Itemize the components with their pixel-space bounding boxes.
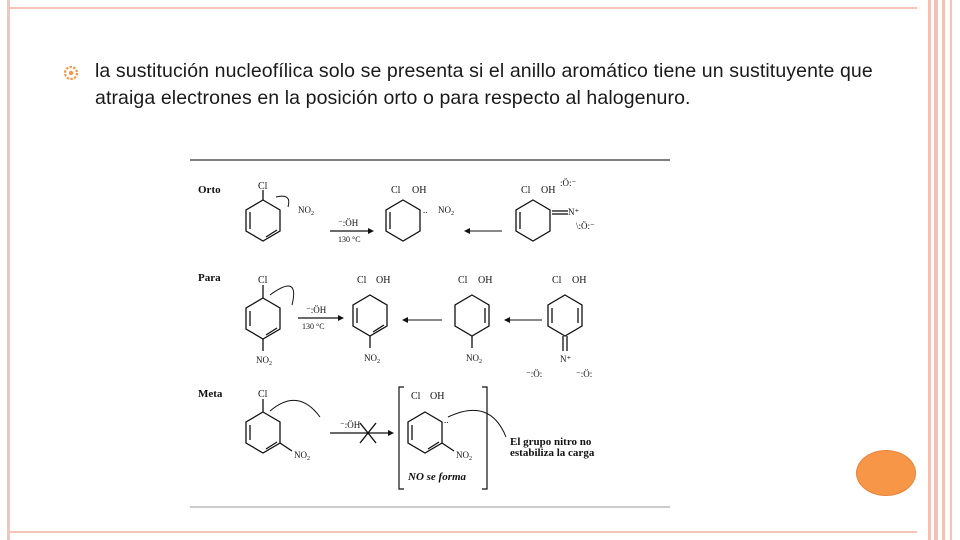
atom-label: :Ö:⁻ <box>560 178 577 188</box>
reagent-oh: ⁻:ÖH <box>306 305 327 315</box>
ortho-reactant-ring <box>246 190 280 241</box>
atom-label: $NO_2$ <box>294 450 310 462</box>
ortho-intermediate-ring <box>386 200 420 241</box>
para-intermediate-ring <box>353 295 387 348</box>
atom-label: $NO_2$ <box>364 353 380 365</box>
atom-label: N⁺ <box>560 354 572 364</box>
atom-label: OH <box>572 275 587 286</box>
atom-label: Cl <box>258 389 268 400</box>
row-label-ortho: Orto <box>198 184 221 196</box>
atom-label: \:Ö:⁻ <box>576 221 595 231</box>
row-label-meta: Meta <box>198 388 223 400</box>
condition-para: 130 °C <box>302 322 325 331</box>
atom-label: OH <box>376 275 391 286</box>
meta-note-line2: estabiliza la carga <box>510 447 595 459</box>
bullet-icon <box>64 66 78 80</box>
atom-label: OH <box>541 185 556 196</box>
atom-label: ⁻:Ö: <box>526 369 543 379</box>
atom-label: $NO_2$ <box>438 205 454 217</box>
atom-label: Cl <box>552 275 562 286</box>
atom-label: $NO_2$ <box>256 355 272 367</box>
para-resonance-ring-2 <box>455 295 489 348</box>
atom-label: $NO_2$ <box>466 353 482 365</box>
slide-frame-left <box>7 0 10 540</box>
atom-label: Cl <box>521 185 531 196</box>
atom-label: $NO_2$ <box>456 450 472 462</box>
accent-circle <box>856 450 916 496</box>
atom-label: ⁻:Ö: <box>576 369 593 379</box>
atom-label: Cl <box>411 391 421 402</box>
atom-label: Cl <box>391 185 401 196</box>
atom-label: $NO_2$ <box>298 205 314 217</box>
slide-frame-bottom <box>7 531 917 533</box>
atom-label: OH <box>478 275 493 286</box>
reagent-oh: ⁻:ÖH <box>338 218 359 228</box>
ortho-resonance-ring <box>516 200 568 241</box>
para-reactant-ring <box>246 285 280 351</box>
atom-label: Cl <box>458 275 468 286</box>
atom-label: Cl <box>258 181 268 192</box>
slide-frame-top <box>7 7 917 9</box>
atom-label: N⁺ <box>568 207 580 217</box>
decorative-stripes <box>918 0 960 540</box>
para-resonance-ring-3 <box>548 295 582 351</box>
atom-label: .. <box>444 415 449 425</box>
bullet-text: la sustitución nucleofílica solo se presenta si el anillo aromático tiene un sustituyente que atraiga electrones en la posición orto o para respecto al halogenuro. <box>95 60 873 109</box>
meta-note-line1: El grupo nitro no <box>510 436 592 448</box>
not-formed-label: NO se forma <box>408 471 467 483</box>
atom-label: OH <box>412 185 427 196</box>
meta-reactant-ring <box>246 399 292 453</box>
reagent-oh: ⁻:ÖH <box>340 420 361 430</box>
atom-label: Cl <box>258 275 268 286</box>
condition-ortho: 130 °C <box>338 235 361 244</box>
atom-label: OH <box>430 391 445 402</box>
atom-label: Cl <box>357 275 367 286</box>
row-label-para: Para <box>198 272 221 284</box>
atom-label: .. <box>423 205 428 215</box>
reaction-mechanism-figure <box>180 155 680 510</box>
